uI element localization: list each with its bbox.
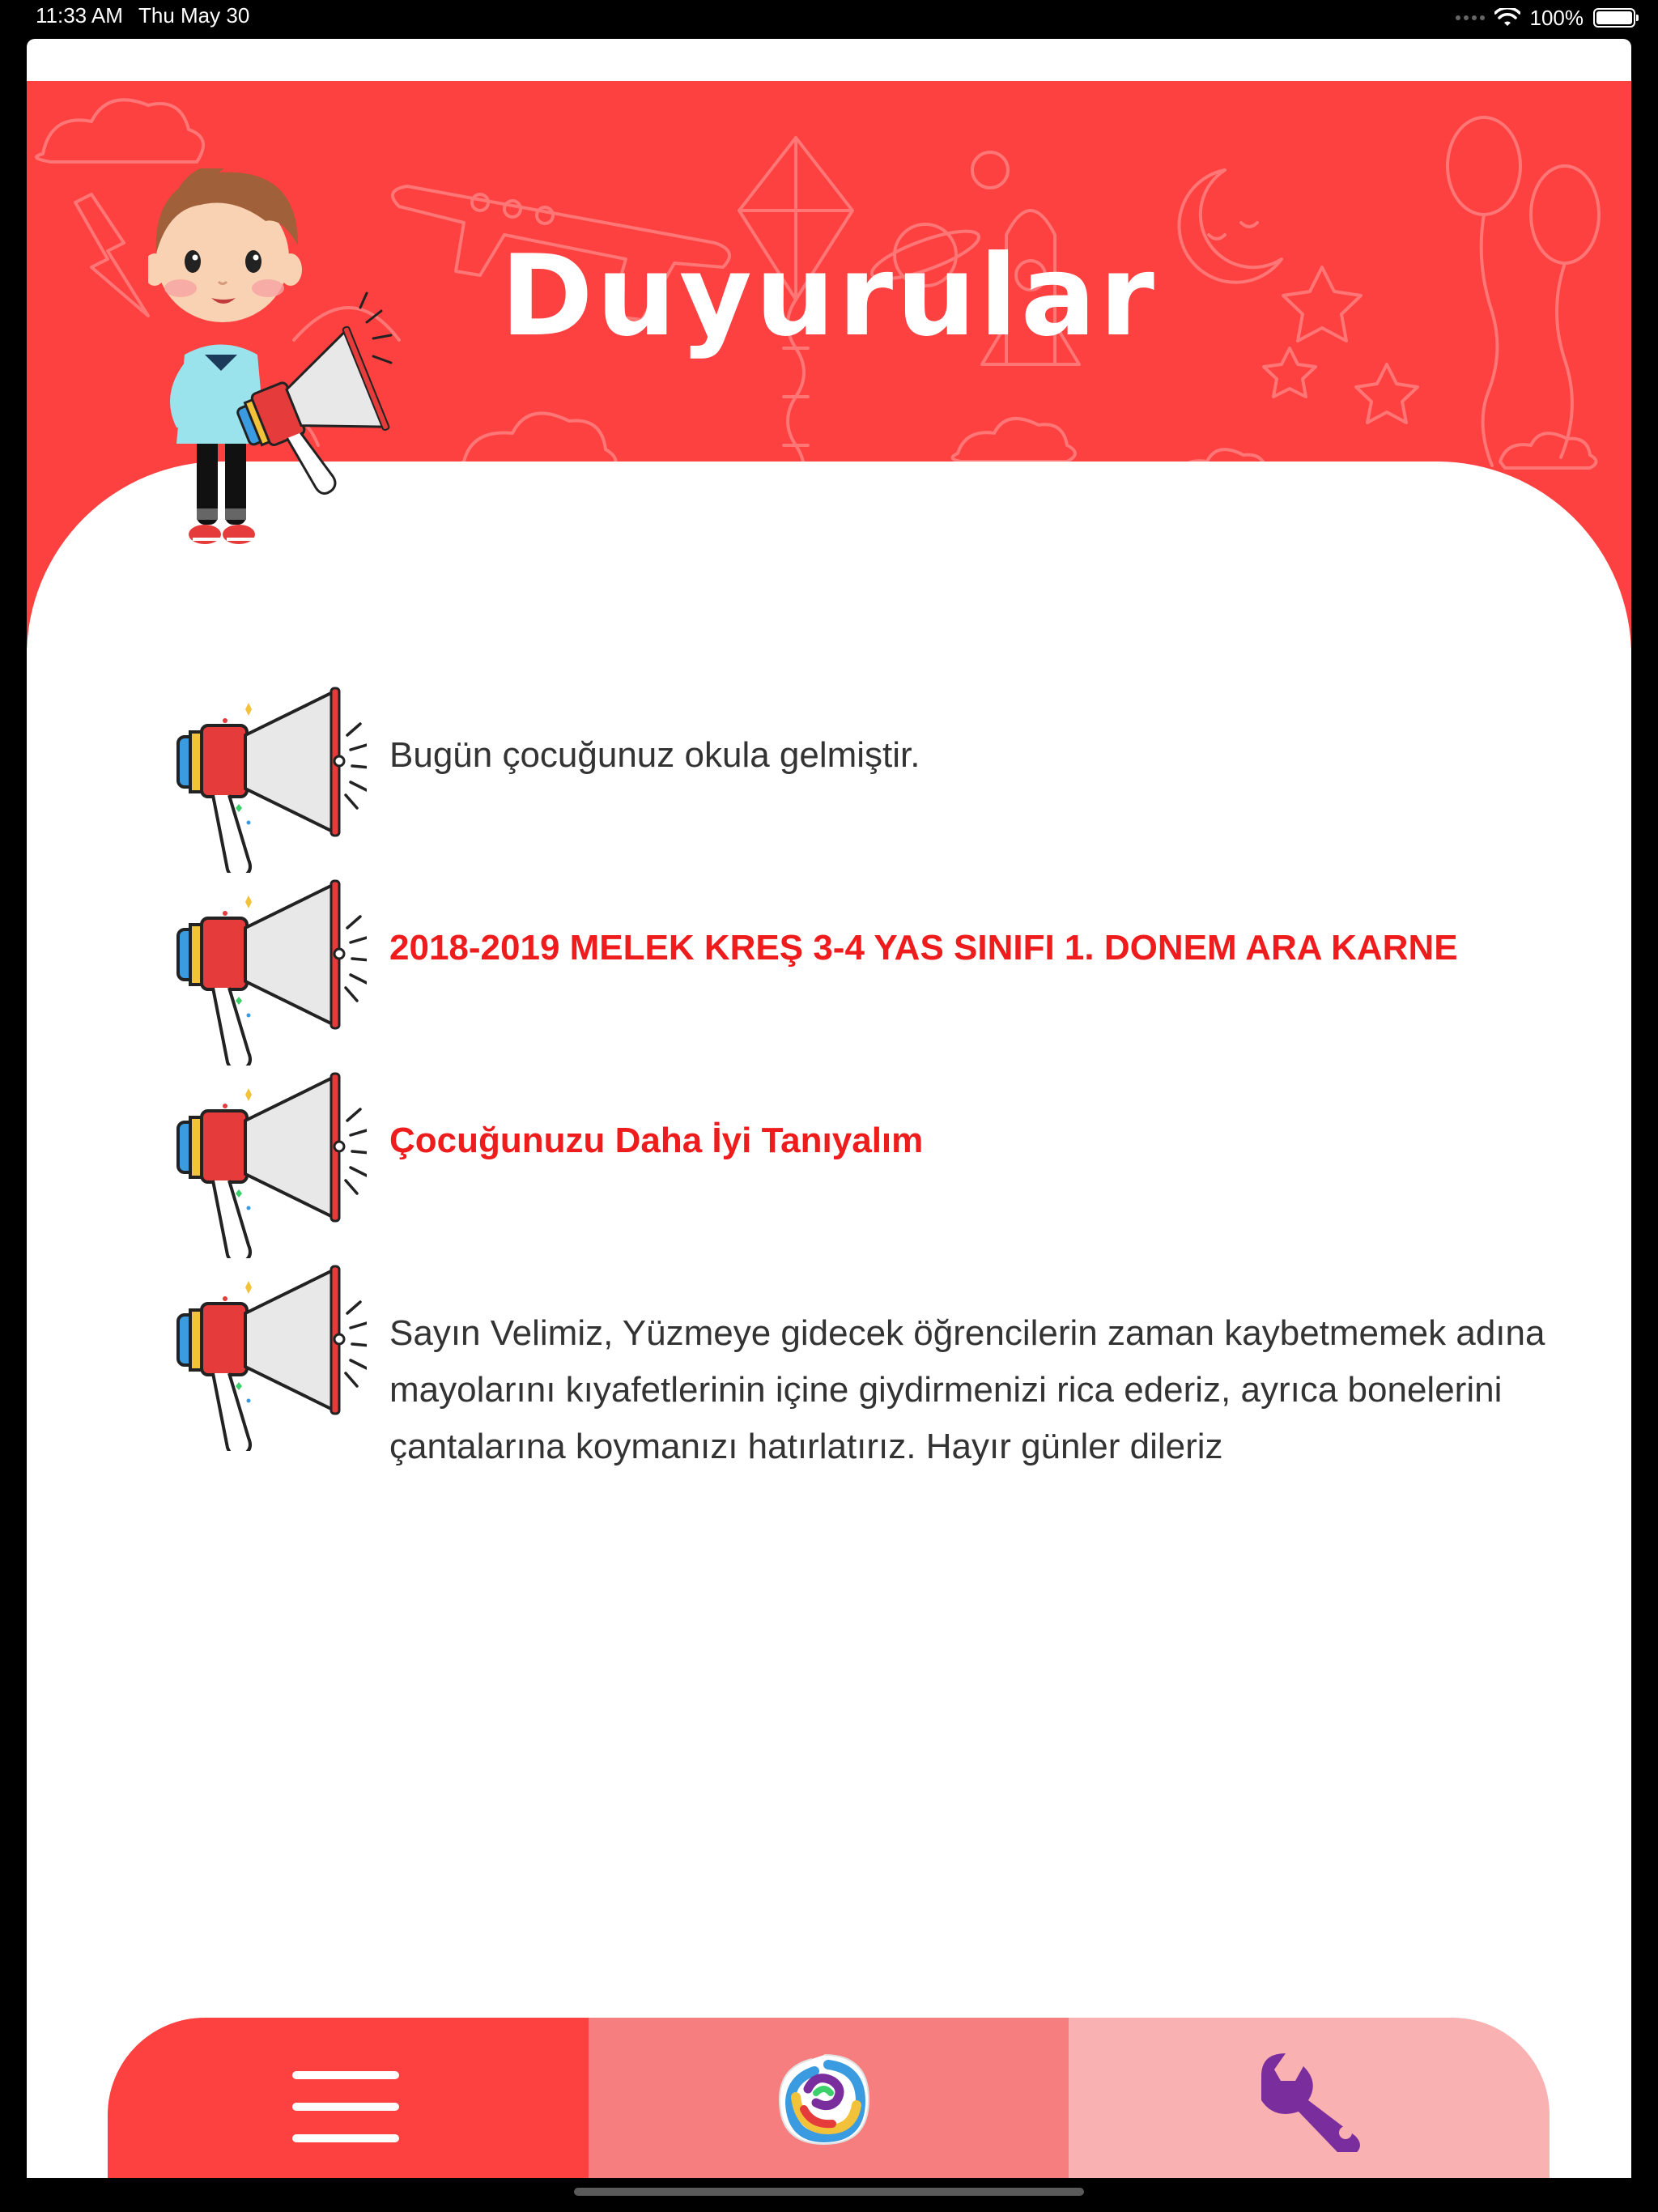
cellular-signal-icon	[1456, 15, 1485, 20]
announcement-item[interactable]	[27, 1265, 1631, 1466]
battery-percent: 100%	[1529, 5, 1584, 30]
wrench-icon	[1255, 2052, 1365, 2152]
announcement-item[interactable]	[27, 879, 1631, 1066]
megaphone-icon	[148, 1072, 367, 1258]
status-time: 11:33 AM	[36, 3, 123, 28]
announcement-link[interactable]: Çocuğunuzu Daha İyi Tanıyalım	[389, 1121, 924, 1160]
app-logo-icon	[772, 2048, 877, 2154]
status-bar	[0, 0, 1658, 39]
status-indicators	[1456, 3, 1636, 32]
battery-icon	[1593, 8, 1635, 28]
megaphone-icon	[148, 1265, 367, 1451]
settings-button[interactable]	[1069, 2018, 1550, 2178]
announcement-text: Sayın Velimiz, Yüzmeye gidecek öğrencilerin zaman kaybetmemek adına mayolarını kıyafetlerinin içine giydirmenizi rica ederiz, ayrıca bonelerini çantalarına koymanızı hatırlatırız. Hayır günler dileriz	[389, 1313, 1545, 1466]
announcement-link[interactable]: 2018-2019 MELEK KREŞ 3-4 YAS SINIFI 1. DONEM ARA KARNE	[389, 928, 1458, 968]
hamburger-menu-icon	[292, 2071, 399, 2142]
menu-button[interactable]	[108, 2018, 589, 2178]
bottom-nav	[108, 2018, 1550, 2178]
announcement-text: Bugün çocuğunuz okula gelmiştir.	[389, 735, 920, 775]
status-date: Thu May 30	[138, 3, 250, 28]
boy-with-megaphone-illustration	[148, 168, 399, 557]
home-button[interactable]	[589, 2018, 1069, 2178]
wifi-icon	[1494, 8, 1520, 28]
announcement-item[interactable]	[27, 1072, 1631, 1258]
megaphone-icon	[148, 687, 367, 873]
home-indicator[interactable]	[574, 2188, 1084, 2196]
app-frame	[27, 39, 1631, 2178]
page-title: Duyurular	[500, 231, 1158, 361]
announcement-item[interactable]	[27, 687, 1631, 873]
megaphone-icon	[148, 879, 367, 1066]
